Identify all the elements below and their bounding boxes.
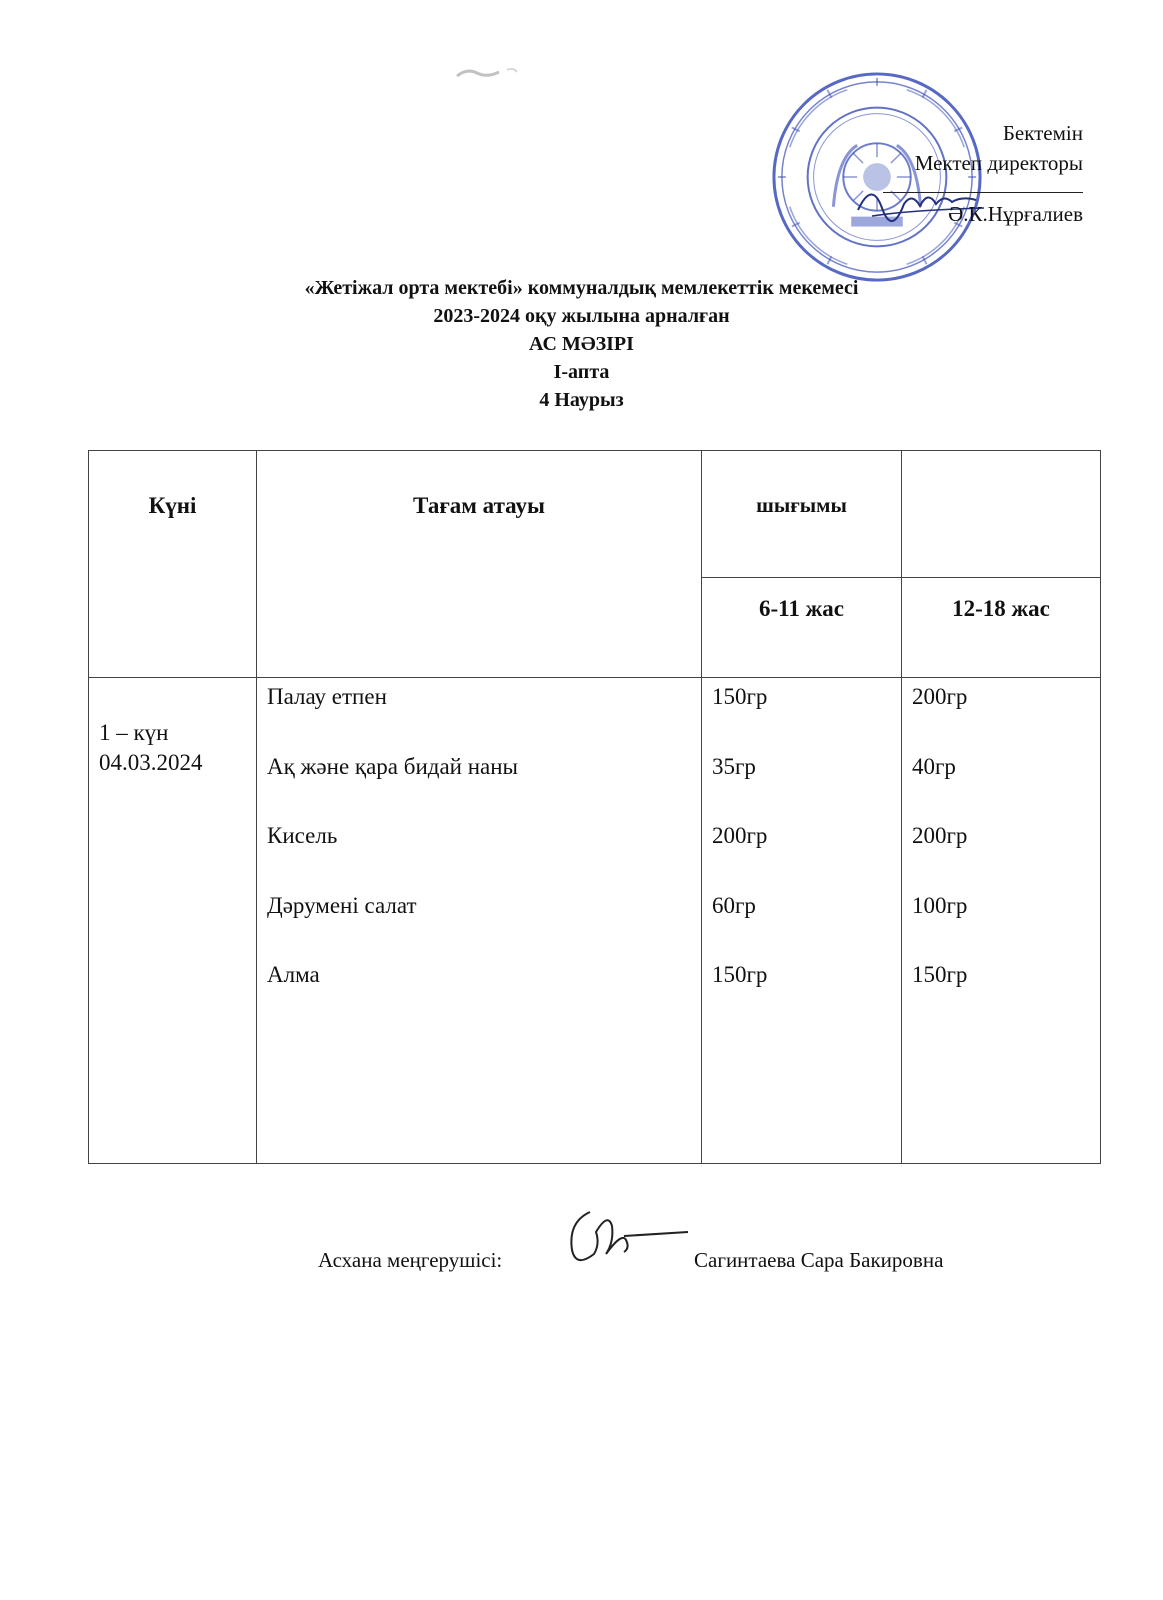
footer-name: Сагинтаева Сара Бакировна [694,1248,944,1272]
header-day [89,451,257,678]
portion-young: 150гр [712,962,768,987]
header-day-label: Күні [148,493,197,518]
day-cell [89,678,257,1164]
approval-approved: Бектемін [1002,121,1083,145]
header-dish [257,451,702,678]
portion-young: 60гр [712,892,756,918]
scan-smudge [455,62,525,84]
table-header-row [89,451,1101,578]
approval-block [883,118,1083,229]
day-date: 04.03.2024 [99,750,203,775]
portion-young-list [702,678,902,1164]
dish-name: Дәрумені салат [267,892,417,918]
menu-date: 4 Наурыз [539,389,624,411]
footer-label: Асхана меңгерушісі: [318,1248,503,1272]
header-empty-cell [902,451,1101,578]
day-label: 1 – күн [99,720,169,745]
portion-young: 150гр [712,684,768,709]
menu-title: АС МӘЗІРІ [529,333,634,355]
header-age-old-label: 12-18 жас [952,596,1050,621]
document-heading [0,274,1163,414]
portion-old-list [902,678,1101,1164]
dish-name: Палау етпен [267,684,387,709]
dish-name: Кисель [267,823,338,848]
header-output-label: шығымы [756,493,847,517]
menu-table [88,450,1101,1164]
week-label: І-апта [553,361,610,383]
approval-name: Ә.К.Нұрғалиев [948,202,1083,226]
portion-old: 200гр [912,684,968,709]
table-row [89,678,1101,1164]
portion-old: 150гр [912,962,968,987]
dish-name: Алма [267,962,320,987]
dish-name: Ақ және қара бидай наны [267,753,519,779]
header-dish-label: Тағам атауы [413,493,545,518]
portion-young: 35гр [712,753,756,779]
header-age-old [902,578,1101,678]
portion-old: 200гр [912,823,968,848]
header-output [702,451,902,578]
header-age-young [702,578,902,678]
academic-year: 2023-2024 оқу жылына арналған [433,305,730,327]
portion-old: 100гр [912,892,968,918]
approval-position: Мектеп директоры [914,151,1083,175]
portion-young: 200гр [712,823,768,848]
header-age-young-label: 6-11 жас [758,596,845,621]
canteen-head-signature [560,1192,690,1276]
portion-old: 40гр [912,753,956,779]
approval-signature-line [883,178,1083,193]
dish-list [257,678,702,1164]
institution-name: «Жетіжал орта мектебі» коммуналдық мемлекеттік мекемесі [304,277,859,299]
